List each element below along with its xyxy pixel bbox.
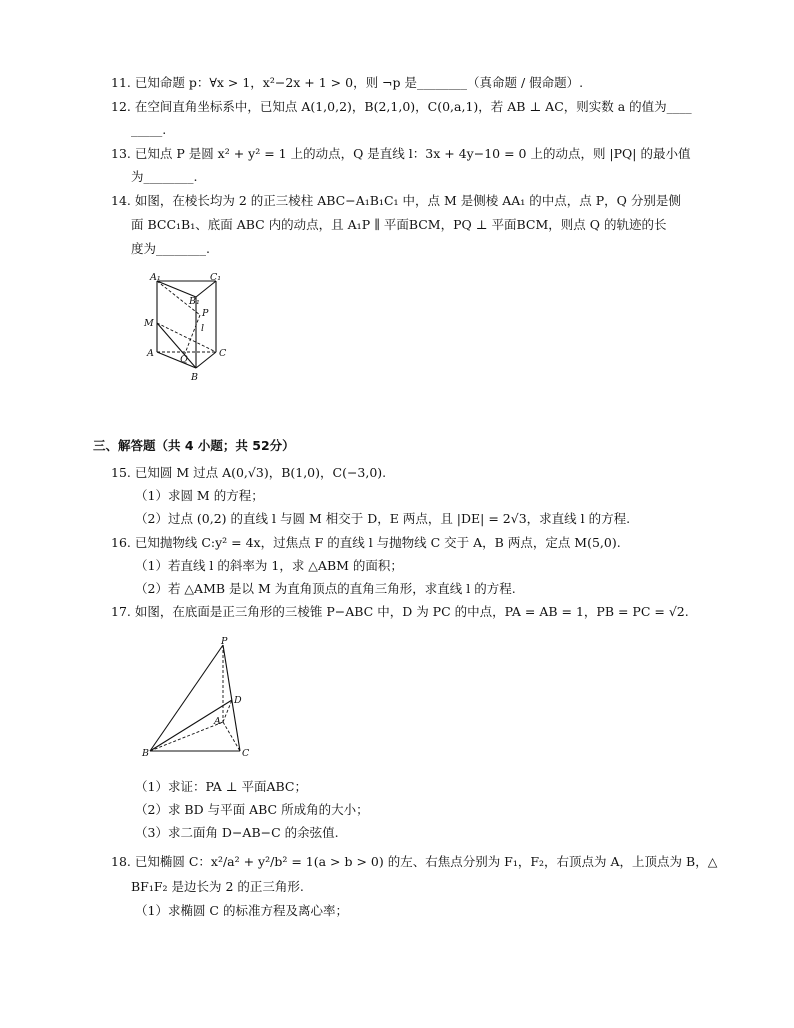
label-p: P xyxy=(221,636,228,647)
label-c: C xyxy=(219,348,227,359)
label-b: B xyxy=(142,748,149,759)
q16-sub1: （1）若直线 l 的斜率为 1，求 △ABM 的面积； xyxy=(135,558,403,573)
prism-figure xyxy=(140,268,240,388)
q16-sub2: （2）若 △AMB 是以 M 为直角顶点的直角三角形，求直线 l 的方程. xyxy=(135,581,516,596)
q17-sub1: （1）求证：PA ⊥ 平面ABC； xyxy=(135,779,307,794)
q18-text-cont: BF₁F₂ 是边长为 2 的正三角形. xyxy=(131,879,304,894)
label-b1: B₁ xyxy=(189,296,200,307)
label-b: B xyxy=(191,372,198,383)
label-c: C xyxy=(242,748,250,759)
q17-sub3: （3）求二面角 D−AB−C 的余弦值. xyxy=(135,825,339,840)
label-p: P xyxy=(202,308,209,319)
q14-text-cont2: 度为________. xyxy=(131,241,210,256)
q11-text: 11. 已知命题 p：∀x > 1，x²−2x + 1 > 0，则 ¬p 是________（真命题 / 假命题）. xyxy=(111,75,584,90)
label-d: D xyxy=(234,695,242,706)
label-a: A xyxy=(214,716,221,727)
q16-text: 16. 已知抛物线 C:y² = 4x，过焦点 F 的直线 l 与抛物线 C 交于 A，B 两点，定点 M(5,0). xyxy=(111,535,621,550)
q12-text-cont: _____. xyxy=(131,122,167,137)
label-l: l xyxy=(201,323,205,334)
label-a1: A₁ xyxy=(150,272,161,283)
q15-sub1: （1）求圆 M 的方程； xyxy=(135,488,264,503)
q18-text: 18. 已知椭圆 C：x²/a² + y²/b² = 1(a > b > 0) 的左、右焦点分别为 F₁，F₂，右顶点为 A，上顶点为 B，△ xyxy=(111,854,718,869)
label-m: M xyxy=(144,318,154,329)
q14-text: 14. 如图，在棱长均为 2 的正三棱柱 ABC−A₁B₁C₁ 中，点 M 是侧棱 AA₁ 的中点，点 P，Q 分别是侧 xyxy=(111,193,681,208)
q17-text: 17. 如图，在底面是正三角形的三棱锥 P−ABC 中，D 为 PC 的中点，PA = AB = 1，PB = PC = √2. xyxy=(111,604,689,619)
label-c1: C₁ xyxy=(210,272,222,283)
section-heading: 三、解答题（共 4 小题；共 52分） xyxy=(93,438,295,453)
label-a: A xyxy=(147,348,154,359)
q13-text-cont: 为________. xyxy=(131,169,198,184)
q15-text: 15. 已知圆 M 过点 A(0,√3)，B(1,0)，C(−3,0). xyxy=(111,465,387,480)
label-q: Q xyxy=(180,354,188,365)
q13-text: 13. 已知点 P 是圆 x² + y² = 1 上的动点，Q 是直线 l：3x + 4y−10 = 0 上的动点，则 |PQ| 的最小值 xyxy=(111,146,691,161)
q14-text-cont1: 面 BCC₁B₁、底面 ABC 内的动点，且 A₁P ∥ 平面BCM，PQ ⊥ 平面BCM，则点 Q 的轨迹的长 xyxy=(131,217,667,232)
q12-text: 12. 在空间直角坐标系中，已知点 A(1,0,2)，B(2,1,0)，C(0,a,1)，若 AB ⊥ AC，则实数 a 的值为____ xyxy=(111,99,692,114)
q17-sub2: （2）求 BD 与平面 ABC 所成角的大小； xyxy=(135,802,369,817)
pyramid-figure xyxy=(140,632,260,762)
q15-sub2: （2）过点 (0,2) 的直线 l 与圆 M 相交于 D，E 两点，且 |DE| = 2√3，求直线 l 的方程. xyxy=(135,511,631,526)
q18-sub1: （1）求椭圆 C 的标准方程及离心率； xyxy=(135,903,348,918)
